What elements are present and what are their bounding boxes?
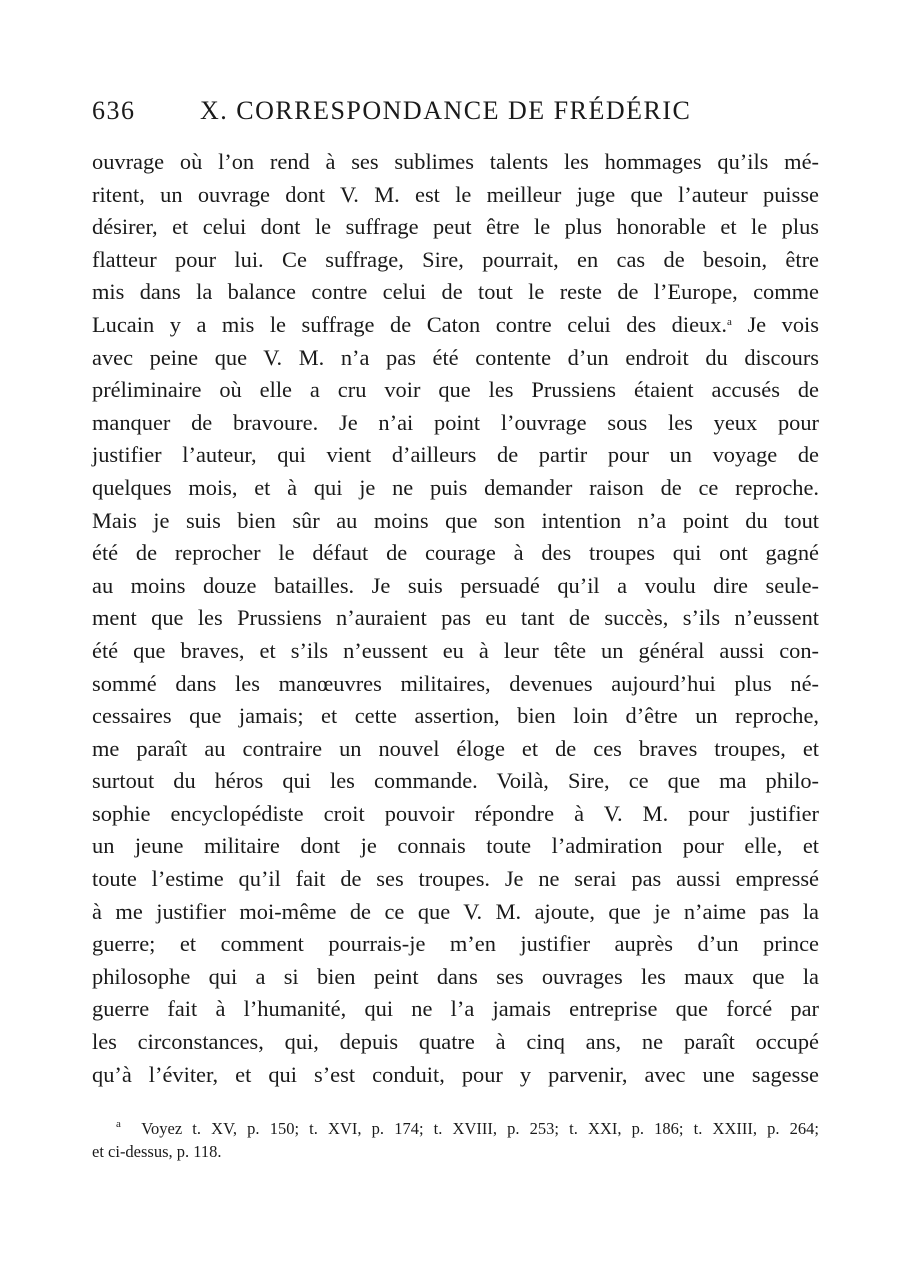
text-line: flatteur pour lui. Ce suffrage, Sire, pourrait, en cas de besoin, être: [92, 246, 819, 272]
text-line: sommé dans les manœuvres militaires, devenues aujourd’hui plus né-: [92, 670, 819, 696]
body-text: [92, 146, 819, 1091]
text-segment: Lucain y a mis le suffrage de Caton contre celui des dieux.: [92, 311, 728, 337]
footnote-text: Voyez t. XV, p. 150; t. XVI, p. 174; t. XVIII, p. 253; t. XXI, p. 186; t. XXIII, p. 264;: [141, 1119, 819, 1138]
footnote-line: [92, 1117, 819, 1140]
text-line: mis dans la balance contre celui de tout le reste de l’Europe, comme: [92, 279, 819, 305]
text-line: ritent, un ouvrage dont V. M. est le meilleur juge que l’auteur puisse: [92, 181, 819, 207]
text-line: quelques mois, et à qui je ne puis demander raison de ce reproche.: [92, 474, 819, 500]
text-line: préliminaire où elle a cru voir que les Prussiens étaient accusés de: [92, 377, 819, 403]
running-title: X. CORRESPONDANCE DE FRÉDÉRIC: [200, 96, 692, 125]
running-header: [92, 96, 832, 132]
text-line: un jeune militaire dont je connais toute l’admiration pour elle, et: [92, 833, 819, 859]
text-line: ouvrage où l’on rend à ses sublimes talents les hommages qu’ils mé-: [92, 149, 819, 174]
text-line: sophie encyclopédiste croit pouvoir répondre à V. M. pour justifier: [92, 800, 819, 826]
text-line: guerre fait à l’humanité, qui ne l’a jamais entreprise que forcé par: [92, 996, 819, 1022]
text-line: toute l’estime qu’il fait de ses troupes. Je ne serai pas aussi empressé: [92, 866, 819, 892]
footnote: [92, 1117, 819, 1163]
text-line: justifier l’auteur, qui vient d’ailleurs de partir pour un voyage de: [92, 442, 819, 468]
footnote-marker: a: [727, 315, 732, 328]
text-line: été de reprocher le défaut de courage à des troupes qui ont gagné: [92, 540, 819, 566]
text-segment: Je vois: [747, 311, 819, 337]
text-line: philosophe qui a si bien peint dans ses ouvrages les maux que la: [92, 963, 819, 989]
text-line: à me justifier moi-même de ce que V. M. ajoute, que je n’aime pas la: [92, 898, 819, 924]
text-line: désirer, et celui dont le suffrage peut être le plus honorable et le plus: [92, 214, 819, 240]
text-line: avec peine que V. M. n’a pas été contente d’un endroit du discours: [92, 344, 819, 370]
text-line: au moins douze batailles. Je suis persuadé qu’il a voulu dire seule-: [92, 572, 819, 598]
text-line: les circonstances, qui, depuis quatre à cinq ans, ne paraît occupé: [92, 1029, 819, 1055]
page-number: 636: [92, 96, 136, 125]
footnote-marker: a: [116, 1118, 121, 1130]
text-line: me paraît au contraire un nouvel éloge et de ces braves troupes, et: [92, 735, 819, 761]
footnote-line: et ci-dessus, p. 118.: [92, 1142, 222, 1161]
text-line: ment que les Prussiens n’auraient pas eu tant de succès, s’ils n’eussent: [92, 605, 819, 631]
text-line: manquer de bravoure. Je n’ai point l’ouvrage sous les yeux pour: [92, 409, 819, 435]
text-line: guerre; et comment pourrais-je m’en justifier auprès d’un prince: [92, 931, 819, 957]
text-line: été que braves, et s’ils n’eussent eu à leur tête un général aussi con-: [92, 637, 819, 663]
text-line: cessaires que jamais; et cette assertion, bien loin d’être un reproche,: [92, 703, 819, 729]
text-line: Mais je suis bien sûr au moins que son intention n’a point du tout: [92, 507, 819, 533]
text-line-with-note: [92, 309, 819, 342]
text-line: surtout du héros qui les commande. Voilà, Sire, ce que ma philo-: [92, 768, 819, 794]
text-line: qu’à l’éviter, et qui s’est conduit, pour y parvenir, avec une sagesse: [92, 1061, 819, 1087]
